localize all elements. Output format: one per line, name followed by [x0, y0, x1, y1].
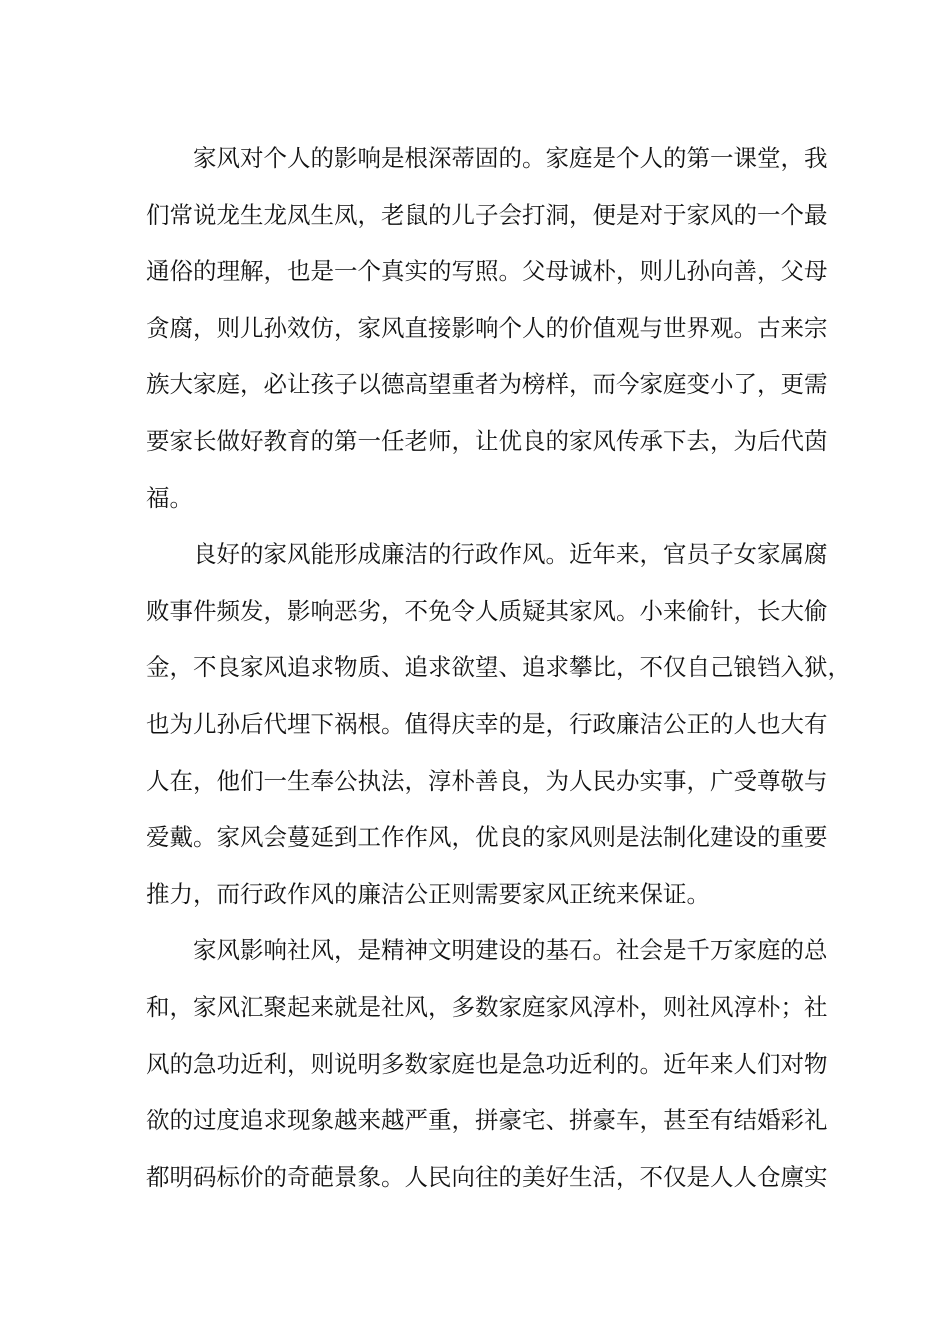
paragraph-3-line-3: 风的急功近利，则说明多数家庭也是急功近利的。近年来人们对物	[146, 1049, 828, 1078]
paragraph-2-line-2: 败事件频发，影响恶劣，不免令人质疑其家风。小来偷针，长大偷	[146, 596, 828, 625]
paragraph-1-line-6: 要家长做好教育的第一任老师，让优良的家风传承下去，为后代茵	[146, 426, 828, 455]
paragraph-3-line-5: 都明码标价的奇葩景象。人民向往的美好生活，不仅是人人仓廪实	[146, 1162, 828, 1191]
paragraph-1-line-1: 家风对个人的影响是根深蒂固的。家庭是个人的第一课堂，我	[193, 144, 828, 172]
paragraph-1-line-3: 通俗的理解，也是一个真实的写照。父母诚朴，则儿孙向善，父母	[146, 257, 828, 286]
paragraph-2-line-7: 推力，而行政作风的廉洁公正则需要家风正统来保证。	[146, 879, 710, 908]
paragraph-2-line-3: 金，不良家风追求物质、追求欲望、追求攀比，不仅自己锒铛入狱，	[146, 653, 851, 682]
paragraph-2-line-5: 人在，他们一生奉公执法，淳朴善良，为人民办实事，广受尊敬与	[146, 766, 828, 795]
paragraph-1-line-7: 福。	[146, 483, 193, 512]
paragraph-3-line-2: 和，家风汇聚起来就是社风，多数家庭家风淳朴，则社风淳朴；社	[146, 992, 828, 1021]
body-text	[146, 130, 851, 1205]
paragraph-1-line-4: 贪腐，则儿孙效仿，家风直接影响个人的价值观与世界观。古来宗	[146, 313, 828, 342]
paragraph-2-line-4: 也为儿孙后代埋下祸根。值得庆幸的是，行政廉洁公正的人也大有	[146, 709, 828, 738]
paragraph-1-line-2: 们常说龙生龙凤生凤，老鼠的儿子会打洞，便是对于家风的一个最	[146, 200, 828, 229]
paragraph-1-line-5: 族大家庭，必让孩子以德高望重者为榜样，而今家庭变小了，更需	[146, 370, 828, 399]
paragraph-2-line-6: 爱戴。家风会蔓延到工作作风，优良的家风则是法制化建设的重要	[146, 823, 828, 852]
paragraph-3-line-1: 家风影响社风，是精神文明建设的基石。社会是千万家庭的总	[193, 936, 828, 965]
paragraph-3-line-4: 欲的过度追求现象越来越严重，拼豪宅、拼豪车，甚至有结婚彩礼	[146, 1106, 828, 1135]
paragraph-2-line-1: 良好的家风能形成廉洁的行政作风。近年来，官员子女家属腐	[193, 540, 828, 569]
